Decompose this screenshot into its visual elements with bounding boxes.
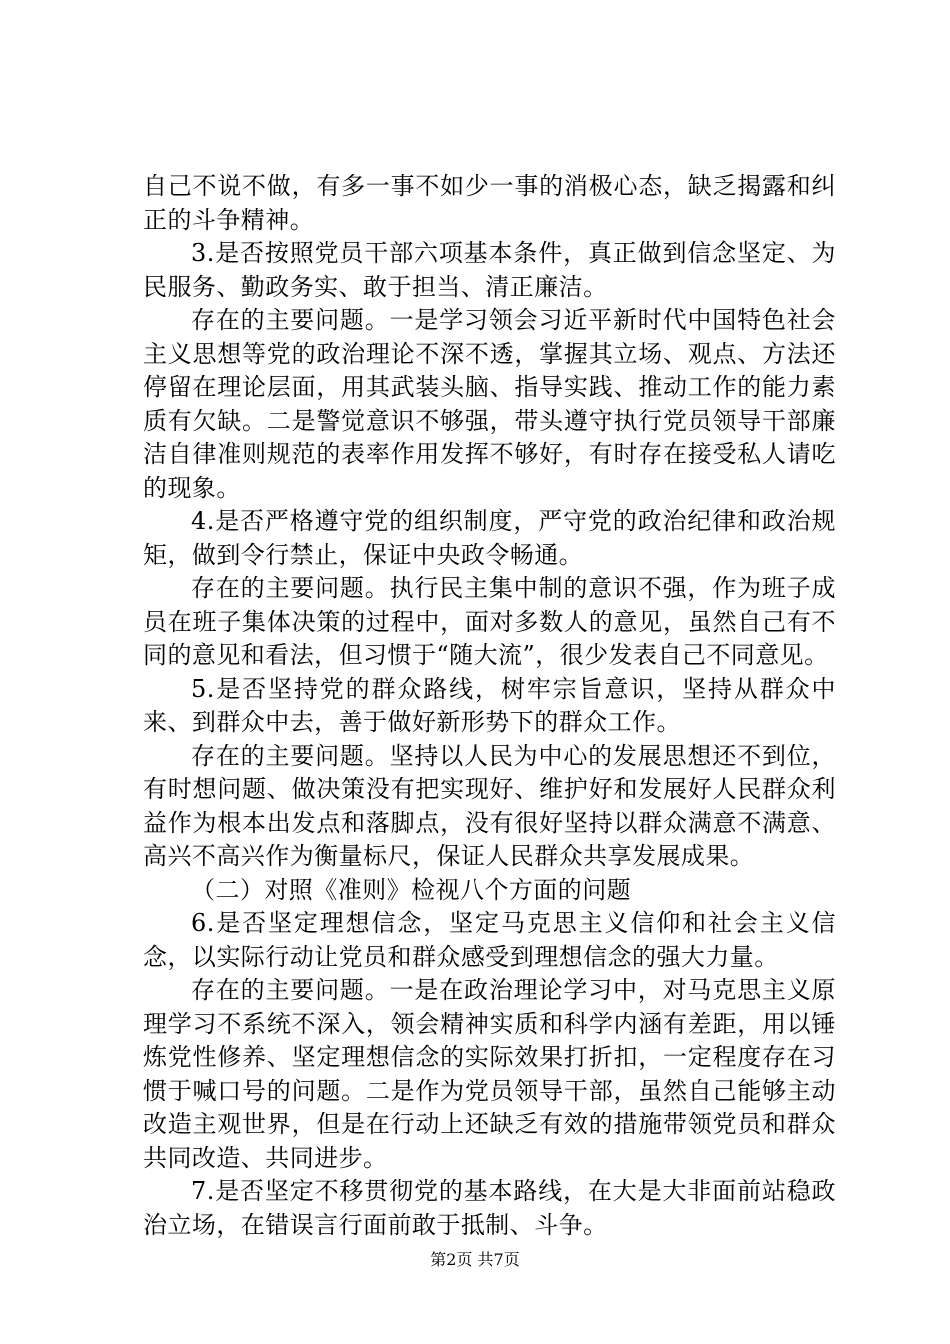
- section-heading: （二）对照《准则》检视八个方面的问题: [191, 875, 632, 904]
- paragraph-item-5: 5.是否坚持党的群众路线，树牢宗旨意识，坚持从群众中来、到群众中去，善于做好新形势下的群众工作。: [143, 674, 836, 736]
- paragraph-item-3: 3.是否按照党员干部六项基本条件，真正做到信念坚定、为民服务、勤政务实、敢于担当、清正廉洁。: [143, 239, 836, 301]
- paragraph-item-4: 4.是否严格遵守党的组织制度，严守党的政治纪律和政治规矩，做到令行禁止，保证中央政令畅通。: [143, 507, 836, 569]
- paragraph-problems-3: 存在的主要问题。一是学习领会习近平新时代中国特色社会主义思想等党的政治理论不深不透，掌握其立场、观点、方法还停留在理论层面，用其武装头脑、指导实践、推动工作的能力素质有欠缺。二是警觉意识不够强，带头遵守执行党员领导干部廉洁自律准则规范的表率作用发挥不够好，有时存在接受私人请吃的现象。: [143, 306, 836, 502]
- paragraph-item-7: 7.是否坚定不移贯彻党的基本路线，在大是大非面前站稳政治立场，在错误言行面前敢于抵制、斗争。: [143, 1177, 836, 1239]
- paragraph-continuation: 自己不说不做，有多一事不如少一事的消极心态，缺乏揭露和纠正的斗争精神。: [143, 172, 836, 234]
- page-footer: 第2页 共7页: [430, 1250, 520, 1269]
- paragraph-item-6: 6.是否坚定理想信念，坚定马克思主义信仰和社会主义信念，以实际行动让党员和群众感受到理想信念的强大力量。: [143, 909, 836, 971]
- paragraph-problems-5: 存在的主要问题。坚持以人民为中心的发展思想还不到位，有时想问题、做决策没有把实现好、维护好和发展好人民群众利益作为根本出发点和落脚点，没有很好坚持以群众满意不满意、高兴不高兴作为衡量标尺，保证人民群众共享发展成果。: [143, 741, 836, 870]
- document-body: [143, 170, 836, 1242]
- paragraph-problems-6: 存在的主要问题。一是在政治理论学习中，对马克思主义原理学习不系统不深入，领会精神实质和科学内涵有差距，用以锤炼党性修养、坚定理想信念的实际效果打折扣，一定程度存在习惯于喊口号的问题。二是作为党员领导干部，虽然自己能够主动改造主观世界，但是在行动上还缺乏有效的措施带领党员和群众共同改造、共同进步。: [143, 976, 836, 1172]
- paragraph-problems-4: 存在的主要问题。执行民主集中制的意识不强，作为班子成员在班子集体决策的过程中，面对多数人的意见，虽然自己有不同的意见和看法，但习惯于“随大流”，很少发表自己不同意见。: [143, 574, 836, 669]
